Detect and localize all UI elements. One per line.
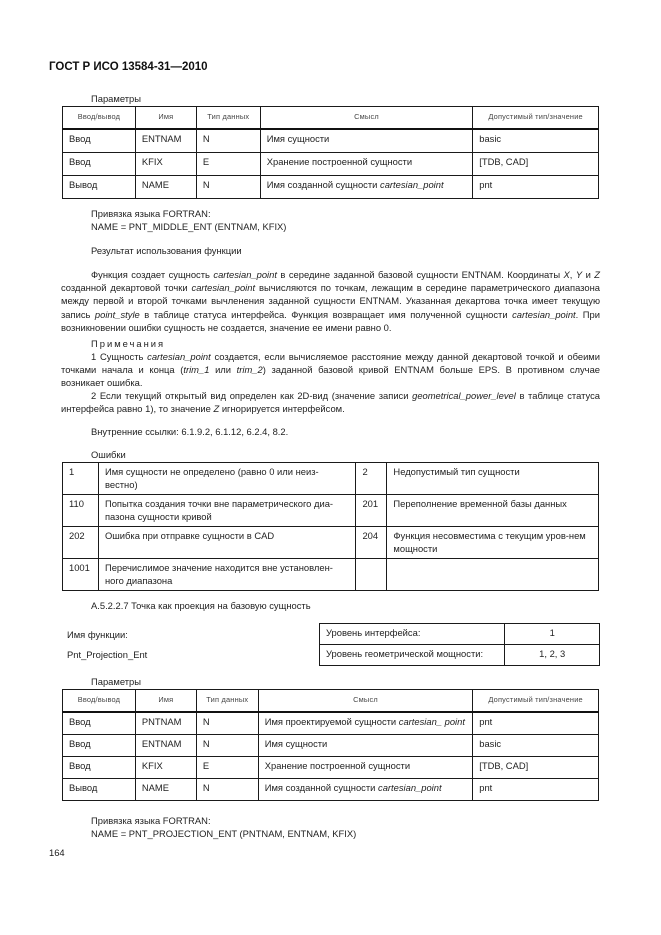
cell-meaning (258, 734, 473, 756)
col-header-type: Тип данных (196, 107, 260, 129)
cell-io: Вывод (63, 778, 136, 800)
col-header-meaning: Смысл (260, 107, 473, 129)
document-title: ГОСТ Р ИСО 13584-31—2010 (49, 61, 208, 73)
level-label: Уровень геометрической мощности: (320, 645, 505, 666)
cell-meaning (258, 712, 473, 735)
notes-heading: Примечания (91, 338, 166, 349)
error-text: Попытка создания точки вне параметрического диа-пазона сущности кривой (98, 495, 355, 527)
level-value: 1, 2, 3 (505, 645, 600, 666)
cell-meaning (260, 175, 473, 198)
function-name-label: Имя функции: (67, 629, 128, 640)
error-code: 1001 (63, 559, 99, 591)
cell-allowed: [TDB, CAD] (473, 152, 599, 175)
error-code: 1 (63, 463, 99, 495)
cell-io: Вывод (63, 175, 136, 198)
table-row (63, 463, 599, 495)
meaning-text: Хранение построенной сущности (264, 759, 411, 771)
table-row (63, 527, 599, 559)
meaning-italic-term: cartesian_point (378, 781, 442, 793)
fortran-binding-label-2: Привязка языка FORTRAN: (91, 815, 211, 826)
cell-allowed: pnt (473, 778, 599, 800)
cell-name: ENTNAM (135, 129, 196, 153)
cell-meaning (258, 756, 473, 778)
page-number: 164 (49, 847, 65, 858)
table-row (63, 129, 599, 153)
error-text: Недопустимый тип сущности (387, 463, 599, 495)
error-code: 202 (63, 527, 99, 559)
col-header-name: Имя (135, 107, 196, 129)
error-text: Перечислимое значение находится вне установлен-ного диапазона (98, 559, 355, 591)
error-code: 201 (356, 495, 387, 527)
fortran-binding-label-1: Привязка языка FORTRAN: (91, 208, 211, 219)
error-text: Функция несовместима с текущим уров-нем мощности (387, 527, 599, 559)
meaning-text: Хранение построенной сущности (266, 155, 413, 167)
errors-caption: Ошибки (91, 449, 126, 460)
cell-type: N (196, 778, 258, 800)
cell-io: Ввод (63, 712, 136, 735)
cell-name: NAME (135, 778, 196, 800)
error-code: 204 (356, 527, 387, 559)
cell-type: N (196, 712, 258, 735)
col-header-allowed: Допустимый тип/значение (473, 690, 599, 712)
cell-allowed: pnt (473, 175, 599, 198)
cell-io: Ввод (63, 152, 136, 175)
cell-name: KFIX (135, 152, 196, 175)
cell-io: Ввод (63, 756, 136, 778)
table-row (320, 645, 600, 666)
cell-meaning (260, 129, 473, 153)
table-row (63, 756, 599, 778)
params-table-2 (62, 689, 599, 801)
table-row (63, 712, 599, 735)
cell-name: PNTNAM (135, 712, 196, 735)
table-row (63, 778, 599, 800)
table-row (63, 175, 599, 198)
internal-references: Внутренние ссылки: 6.1.9.2, 6.1.12, 6.2.4, 8.2. (91, 426, 289, 437)
levels-table (319, 623, 600, 666)
params-caption-2: Параметры (91, 676, 141, 687)
error-code: 2 (356, 463, 387, 495)
meaning-text: Имя созданной сущности (266, 178, 380, 190)
cell-type: N (196, 129, 260, 153)
fortran-binding-code-1: NAME = PNT_MIDDLE_ENT (ENTNAM, KFIX) (91, 221, 287, 232)
cell-type: N (196, 734, 258, 756)
table-header-row (63, 107, 599, 129)
table-header-row (63, 690, 599, 712)
col-header-io: Ввод/вывод (63, 690, 136, 712)
section-heading: А.5.2.2.7 Точка как проекция на базовую сущность (91, 600, 311, 611)
cell-allowed: basic (473, 129, 599, 153)
params-table-1 (62, 106, 599, 199)
table-row (320, 624, 600, 645)
table-row (63, 495, 599, 527)
cell-io: Ввод (63, 129, 136, 153)
error-text: Ошибка при отправке сущности в CAD (98, 527, 355, 559)
error-text: Переполнение временной базы данных (387, 495, 599, 527)
col-header-allowed: Допустимый тип/значение (473, 107, 599, 129)
col-header-type: Тип данных (196, 690, 258, 712)
error-text (387, 559, 599, 591)
meaning-text: Имя проектируемой сущности (264, 715, 399, 727)
cell-name: ENTNAM (135, 734, 196, 756)
result-paragraph: Функция создает сущность cartesian_point в середине заданной базовой сущности ENTNAM. Координаты X, Y и Z созданной декартовой точки cartesian_point вычисляются по точкам, лежащим в середине параметрического диапазона между первой и второй точками вычленения заданной сущности ENTNAM. Указанная декартова точка имеет текущую запись point_style в таблице статуса интерфейса. Функция возвращает имя полученной сущности cartesian_point. При возникновении ошибки сущность не создается, значение ее имени равно 0. (61, 269, 600, 333)
col-header-name: Имя (135, 690, 196, 712)
error-code (356, 559, 387, 591)
col-header-io: Ввод/вывод (63, 107, 136, 129)
cell-meaning (258, 778, 473, 800)
params-caption-1: Параметры (91, 93, 141, 104)
error-text: Имя сущности не определено (равно 0 или неиз-вестно) (98, 463, 355, 495)
meaning-italic-term: cartesian_point (380, 178, 444, 190)
result-heading: Результат использования функции (91, 245, 242, 256)
function-name: Pnt_Projection_Ent (67, 649, 148, 660)
table-row (63, 559, 599, 591)
note-2: 2 Если текущий открытый вид определен как 2D-вид (значение записи geometrical_power_level в таблице статуса интерфейса равно 1), то значение Z игнорируется интерфейсом. (61, 390, 600, 415)
cell-allowed: [TDB, CAD] (473, 756, 599, 778)
meaning-text: Имя сущности (264, 737, 328, 749)
cell-io: Ввод (63, 734, 136, 756)
note-1: 1 Сущность cartesian_point создается, если вычисляемое расстояние между данной декартовой точкой и обеими точками начала и конца (trim_1 или trim_2) заданной базовой кривой ENTNAM больше EPS. В противном случае возникает ошибка. (61, 351, 600, 389)
error-code: 110 (63, 495, 99, 527)
level-label: Уровень интерфейса: (320, 624, 505, 645)
col-header-meaning: Смысл (258, 690, 473, 712)
cell-type: E (196, 756, 258, 778)
cell-meaning (260, 152, 473, 175)
cell-allowed: pnt (473, 712, 599, 735)
meaning-text: Имя созданной сущности (264, 781, 378, 793)
cell-type: E (196, 152, 260, 175)
level-value: 1 (505, 624, 600, 645)
cell-name: KFIX (135, 756, 196, 778)
meaning-text: Имя сущности (266, 132, 330, 144)
cell-name: NAME (135, 175, 196, 198)
table-row (63, 734, 599, 756)
meaning-italic-term: cartesian_ point (398, 715, 465, 727)
cell-type: N (196, 175, 260, 198)
cell-allowed: basic (473, 734, 599, 756)
fortran-binding-code-2: NAME = PNT_PROJECTION_ENT (PNTNAM, ENTNAM, KFIX) (91, 828, 357, 839)
errors-table (62, 462, 599, 591)
table-row (63, 152, 599, 175)
